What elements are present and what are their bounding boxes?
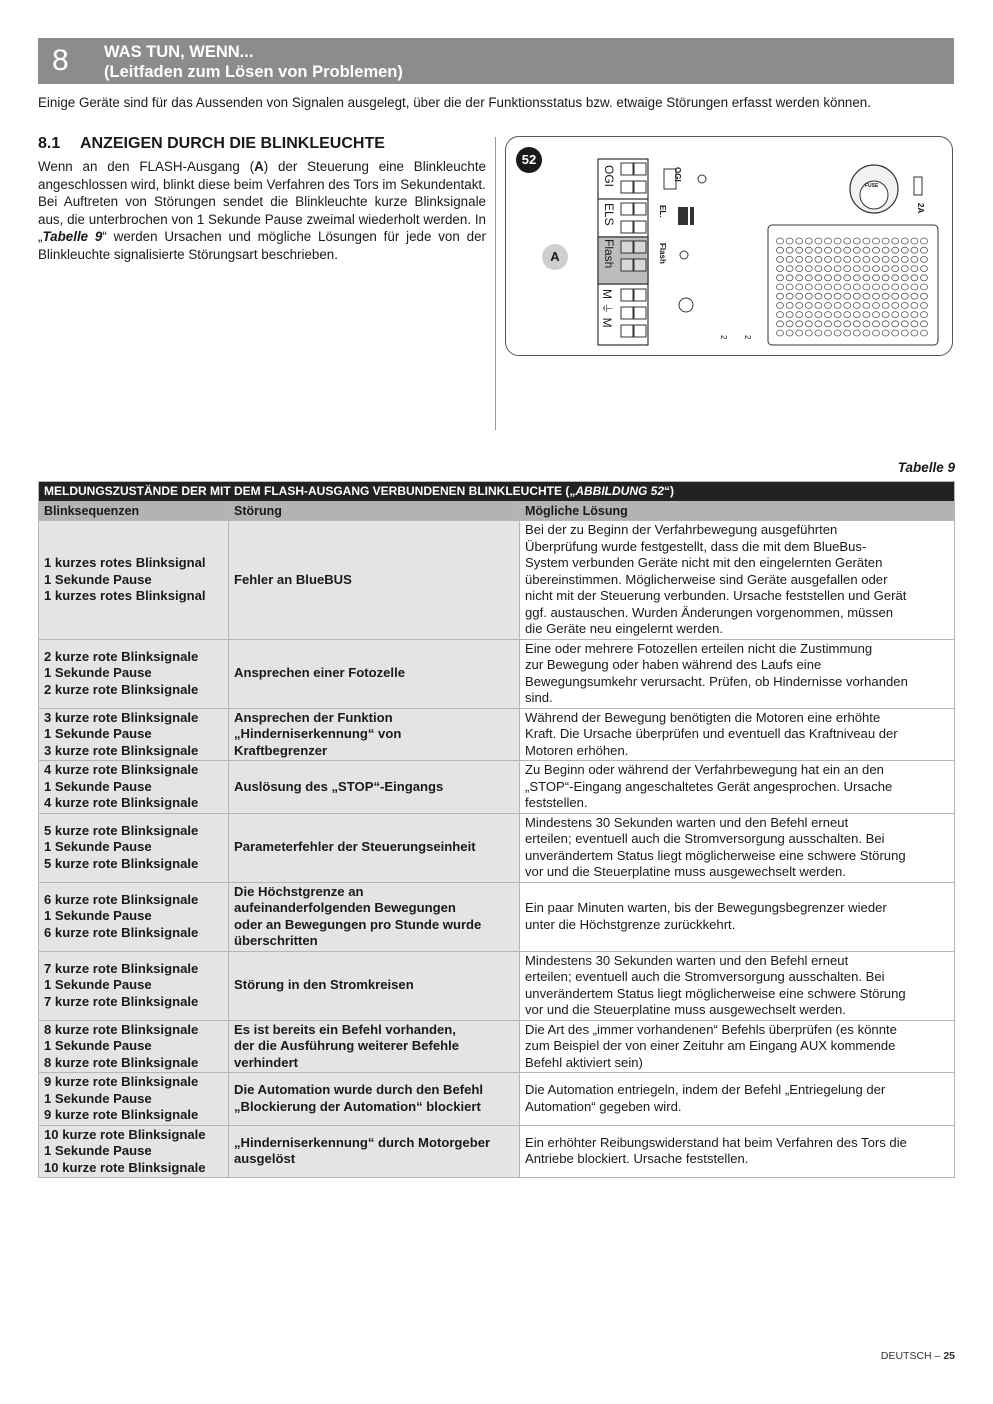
intro-paragraph: Einige Geräte sind für das Aussenden von Signalen ausgelegt, über die der Funktionsstatus bzw. etwaige Störungen erfasst werden können.: [38, 95, 871, 110]
table-row: [39, 761, 955, 814]
figure-52: [505, 136, 953, 356]
column-header-sequence: Blinksequenzen: [39, 501, 229, 521]
terminal-label-flash: Flash: [602, 239, 616, 269]
table-row: [39, 708, 955, 761]
terminal-label-ogi: OGI: [602, 165, 616, 188]
cell-solution: Während der Bewegung benötigten die Motoren eine erhöhte Kraft. Die Ursache überprüfen und eventuell das Kraftniveau der Motoren erhöhen.: [520, 708, 955, 761]
cell-solution: Bei der zu Beginn der Verfahrbewegung ausgeführten Überprüfung wurde festgestellt, dass die mit dem BlueBus- System verbunden Geräte nicht mit den eingelernten Geräten übereinstimmen. Möglicherweise sind Geräte ausgefallen oder nicht mit der Steuerung verbunden. Ursache feststellen und Gerät ggf. austauschen. Wurden Änderungen vorgenommen, müssen die Geräte neu eingelernt werden.: [520, 521, 955, 640]
section-body: [38, 158, 486, 264]
cell-sequence: 2 kurze rote Blinksignale 1 Sekunde Pause 2 kurze rote Blinksignale: [39, 639, 229, 708]
cell-solution: Mindestens 30 Sekunden warten und den Befehl erneut erteilen; eventuell auch die Stromversorgung ausschalten. Bei unverändertem Status liegt möglicherweise eine schwere Störung vor und die Steuerplatine muss ausgewechselt werden.: [520, 813, 955, 882]
cell-sequence: 9 kurze rote Blinksignale 1 Sekunde Pause 9 kurze rote Blinksignale: [39, 1073, 229, 1126]
table-title: MELDUNGSZUSTÄNDE DER MIT DEM FLASH-AUSGANG VERBUNDENEN BLINKLEUCHTE („ABBILDUNG 52“): [39, 482, 955, 502]
column-header-solution: Mögliche Lösung: [520, 501, 955, 521]
cell-fault: Die Höchstgrenze an aufeinanderfolgenden Bewegungen oder an Bewegungen pro Stunde wurde überschritten: [229, 882, 520, 951]
cell-solution: Zu Beginn oder während der Verfahrbewegung hat ein an den „STOP“-Eingang angeschaltetes Gerät angesprochen. Ursache feststellen.: [520, 761, 955, 814]
terminal-number-label: 2: [719, 335, 728, 340]
cell-fault: Ansprechen der Funktion „Hinderniserkennung“ von Kraftbegrenzer: [229, 708, 520, 761]
section-number: 8.1: [38, 135, 61, 152]
paragraph-fault-signals: Bei Auftreten von Störungen sendet die Blinkleuchte kurze Blinksignale aus, die unterbrochen von 1 Sekunde Pause zweimal wiederholt werden. In „Tabelle 9“ werden Ursachen und mögliche Lösungen für jede von der Blinkleuchte signalisierte Störungsart beschrieben.: [38, 194, 486, 262]
cell-sequence: 7 kurze rote Blinksignale 1 Sekunde Pause 7 kurze rote Blinksignale: [39, 951, 229, 1020]
paragraph-flash-output: Wenn an den FLASH-Ausgang (A) der Steuerung eine Blinkleuchte angeschlossen wird, blinkt diese beim Verfahren des Tors im Sekundentakt.: [38, 159, 486, 192]
chapter-number: 8: [52, 44, 69, 77]
control-board-illustration: [506, 137, 954, 357]
section-title: [38, 135, 385, 153]
cell-fault: „Hinderniserkennung“ durch Motorgeber ausgelöst: [229, 1125, 520, 1178]
cell-sequence: 10 kurze rote Blinksignale 1 Sekunde Pause 10 kurze rote Blinksignale: [39, 1125, 229, 1178]
column-header-fault: Störung: [229, 501, 520, 521]
column-divider: [495, 137, 496, 430]
table-row: [39, 639, 955, 708]
side-label-ogi: OGI: [673, 167, 682, 182]
cell-sequence: 8 kurze rote Blinksignale 1 Sekunde Pause 8 kurze rote Blinksignale: [39, 1020, 229, 1073]
page-footer: [881, 1350, 955, 1362]
table-header-row: [39, 501, 955, 521]
table-row: [39, 813, 955, 882]
table-row: [39, 521, 955, 640]
cell-fault: Ansprechen einer Fotozelle: [229, 639, 520, 708]
table-row: [39, 882, 955, 951]
cell-fault: Parameterfehler der Steuerungseinheit: [229, 813, 520, 882]
label-a-callout: A: [542, 244, 568, 270]
table-row: [39, 1073, 955, 1126]
cell-sequence: 3 kurze rote Blinksignale 1 Sekunde Pause 3 kurze rote Blinksignale: [39, 708, 229, 761]
cell-sequence: 1 kurzes rotes Blinksignal 1 Sekunde Pause 1 kurzes rotes Blinksignal: [39, 521, 229, 640]
table-row: [39, 951, 955, 1020]
cell-fault: Fehler an BlueBUS: [229, 521, 520, 640]
chapter-title-line1: WAS TUN, WENN...: [104, 43, 254, 61]
cell-solution: Ein erhöhter Reibungswiderstand hat beim Verfahren des Tors die Antriebe blockiert. Ursache feststellen.: [520, 1125, 955, 1178]
footer-language: DEUTSCH –: [880, 1350, 941, 1362]
figure-number-badge: 52: [516, 147, 542, 173]
page-number: 25: [943, 1350, 955, 1362]
chapter-header: [38, 38, 954, 84]
terminal-label-els: ELS: [602, 203, 616, 226]
cell-solution: Die Automation entriegeln, indem der Befehl „Entriegelung der Automation“ gegeben wird.: [520, 1073, 955, 1126]
cell-fault: Auslösung des „STOP“-Eingangs: [229, 761, 520, 814]
cell-fault: Die Automation wurde durch den Befehl „Blockierung der Automation“ blockiert: [229, 1073, 520, 1126]
table-title-row: [39, 482, 955, 502]
side-label-flash: Flash: [658, 243, 667, 264]
section-heading: ANZEIGEN DURCH DIE BLINKLEUCHTE: [80, 135, 385, 152]
cell-solution: Die Art des „immer vorhandenen“ Befehls überprüfen (es könnte zum Beispiel der von einer Zeituhr am Eingang AUX kommende Befehl aktiviert sein): [520, 1020, 955, 1073]
cell-fault: Störung in den Stromkreisen: [229, 951, 520, 1020]
cell-fault: Es ist bereits ein Befehl vorhanden, der die Ausführung weiterer Befehle verhindert: [229, 1020, 520, 1073]
fuse-rating: 2A: [916, 203, 925, 214]
cell-sequence: 6 kurze rote Blinksignale 1 Sekunde Pause 6 kurze rote Blinksignale: [39, 882, 229, 951]
cell-sequence: 4 kurze rote Blinksignale 1 Sekunde Pause 4 kurze rote Blinksignale: [39, 761, 229, 814]
cell-solution: Mindestens 30 Sekunden warten und den Befehl erneut erteilen; eventuell auch die Stromversorgung ausschalten. Bei unverändertem Status liegt möglicherweise eine schwere Störung vor und die Steuerplatine muss ausgewechselt werden.: [520, 951, 955, 1020]
side-label-el: EL.: [658, 205, 667, 218]
fuse-label: FUSE: [865, 183, 879, 189]
cell-solution: Ein paar Minuten warten, bis der Bewegungsbegrenzer wieder unter die Höchstgrenze zurückkehrt.: [520, 882, 955, 951]
table-row: [39, 1020, 955, 1073]
table-label: Tabelle 9: [897, 460, 955, 475]
cell-solution: Eine oder mehrere Fotozellen erteilen nicht die Zustimmung zur Bewegung oder haben während des Laufs eine Bewegungsumkehr verursacht. Prüfen, ob Hindernisse vorhanden sind.: [520, 639, 955, 708]
cell-sequence: 5 kurze rote Blinksignale 1 Sekunde Pause 5 kurze rote Blinksignale: [39, 813, 229, 882]
terminal-number-label: 2: [743, 335, 752, 340]
table-row: [39, 1125, 955, 1178]
troubleshooting-table: [38, 481, 955, 1178]
terminal-label-motor: M ⏚ M: [600, 289, 614, 328]
chapter-title-line2: (Leitfaden zum Lösen von Problemen): [104, 63, 403, 81]
